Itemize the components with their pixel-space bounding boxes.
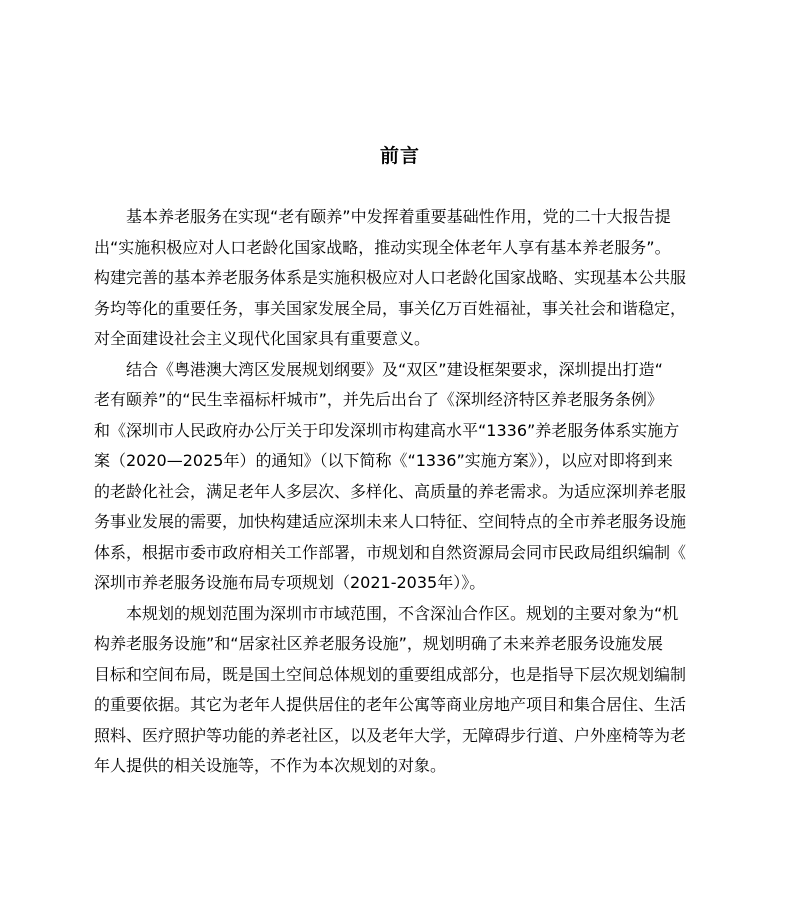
paragraph-2: [94, 355, 706, 599]
paragraph-1: [94, 202, 706, 355]
text-line: 基本养老服务在实现“老有颐养”中发挥着重要基础性作用，党的二十大报告提: [126, 207, 671, 226]
text-line: 年人提供的相关设施等，不作为本次规划的对象。: [94, 756, 447, 775]
text-line: 体系，根据市委市政府相关工作部署，市规划和自然资源局会同市民政局组织编制《: [94, 542, 687, 562]
text-line: 的重要依据。其它为老年人提供居住的老年公寓等商业房地产项目和集合居住、生活: [94, 695, 687, 714]
text-line: 构养老服务设施”和“居家社区养老服务设施”，规划明确了未来养老服务设施发展: [94, 634, 663, 653]
text-line: 本规划的规划范围为深圳市市域范围，不含深汕合作区。规划的主要对象为“机: [126, 603, 679, 623]
text-line: 目标和空间布局，既是国土空间总体规划的重要组成部分，也是指导下层次规划编制: [94, 664, 687, 684]
text-line: 老有颐养”的“民生幸福标杆城市”，并先后出台了《深圳经济特区养老服务条例》: [94, 390, 663, 409]
paragraph-3: [94, 599, 706, 782]
text-line: 构建完善的基本养老服务体系是实施积极应对人口老龄化国家战略、实现基本公共服: [94, 268, 687, 287]
text-line: 务均等化的重要任务，事关国家发展全局，事关亿万百姓福祉，事关社会和谐稳定，: [94, 298, 687, 318]
text-line: 结合《粤港澳大湾区发展规划纲要》及“双区”建设框架要求，深圳提出打造“: [126, 359, 663, 379]
page-title: 前言: [379, 145, 420, 167]
document-body: [94, 202, 706, 782]
text-line: 案（2020—2025年）的通知》（以下简称《“1336”实施方案》），以应对即将到来: [94, 451, 673, 470]
text-line: 出“实施积极应对人口老龄化国家战略，推动实现全体老年人享有基本养老服务”。: [94, 237, 671, 257]
text-line: 的老龄化社会，满足老年人多层次、多样化、高质量的养老需求。为适应深圳养老服: [94, 481, 687, 501]
text-line: 照料、医疗照护等功能的养老社区，以及老年大学，无障碍步行道、户外座椅等为老: [94, 725, 687, 745]
text-line: 对全面建设社会主义现代化国家具有重要意义。: [94, 329, 431, 348]
text-line: 和《深圳市人民政府办公厅关于印发深圳市构建高水平“1336”养老服务体系实施方: [94, 420, 680, 440]
text-line: 务事业发展的需要，加快构建适应深圳未来人口特征、空间特点的全市养老服务设施: [94, 512, 687, 531]
text-line: 深圳市养老服务设施布局专项规划（2021-2035年）》。: [94, 573, 486, 592]
